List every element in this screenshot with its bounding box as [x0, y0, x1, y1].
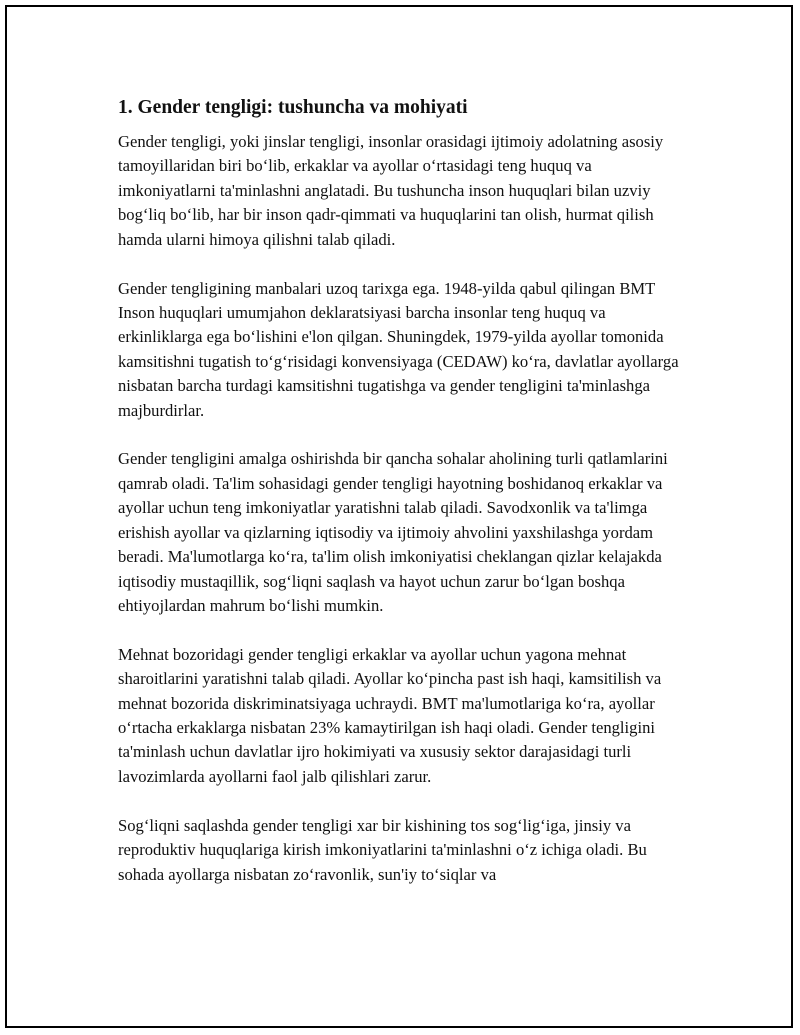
paragraph-healthcare: Sog‘liqni saqlashda gender tengligi xar bir kishining tos sog‘lig‘iga, jinsiy va reproduktiv huquqlariga kirish imkoniyatlarini ta'minlashni o‘z ichiga oladi. Bu sohada ayollarga nisbatan zo‘ravonlik, sun'iy to‘siqlar va — [118, 815, 647, 884]
document-body — [118, 96, 692, 911]
paragraph-definition: Gender tengligi, yoki jinslar tengligi, insonlar orasidagi ijtimoiy adolatning asosiy tamoyillaridan biri bo‘lib, erkaklar va ayollar o‘rtasidagi teng huquq va imkoniyatlarni ta'minlashni anglatadi. Bu tushuncha inson huquqlari bilan uzviy bog‘liq bo‘lib, har bir inson qadr-qimmati va huquqlarini tan olish, hurmat qilish hamda ularni himoya qilishni talab qiladi. — [118, 132, 664, 249]
paragraph-education: Gender tengligini amalga oshirishda bir qancha sohalar aholining turli qatlamlarini qamrab oladi. Ta'lim sohasidagi gender tengligi hayotning boshidanoq erkaklar va ayollar uchun teng imkoniyatlar yaratishni talab qiladi. Savodxonlik va ta'limga erishish ayollar va qizlarning iqtisodiy va ijtimoiy ahvolini yaxshilashga yordam beradi. Ma'lumotlarga ko‘ra, ta'lim olish imkoniyatisi cheklangan qizlar kelajakda iqtisodiy mustaqillik, sog‘liqni saqlash va hayot uchun zarur bo‘lgan boshqa ehtiyojlardan mahrum bo‘lishi mumkin. — [118, 449, 668, 615]
section-heading: 1. Gender tengligi: tushuncha va mohiyati — [118, 97, 468, 118]
paragraph-history: Gender tengligining manbalari uzoq tarixga ega. 1948-yilda qabul qilingan BMT Inson huquqlari umumjahon deklaratsiyasi barcha insonlar teng huquq va erkinliklarga ega bo‘lishini e'lon qilgan. Shuningdek, 1979-yilda ayollar tomonida kamsitishni tugatish to‘g‘risidagi konvensiyaga (CEDAW) ko‘ra, davlatlar ayollarga nisbatan barcha turdagi kamsitishni tugatishga va gender tengligini ta'minlashga majburdirlar. — [118, 278, 679, 420]
paragraph-labor-market: Mehnat bozoridagi gender tengligi erkaklar va ayollar uchun yagona mehnat sharoitlarini yaratishni talab qiladi. Ayollar ko‘pincha past ish haqi, kamsitilish va mehnat bozorida diskriminatsiyaga uchraydi. BMT ma'lumotlariga ko‘ra, ayollar o‘rtacha erkaklarga nisbatan 23% kamaytirilgan ish haqi oladi. Gender tengligini ta'minlash uchun davlatlar ijro hokimiyati va xususiy sektor darajasidagi turli lavozimlarda ayollarni faol jalb qilishlari zarur. — [118, 644, 662, 786]
